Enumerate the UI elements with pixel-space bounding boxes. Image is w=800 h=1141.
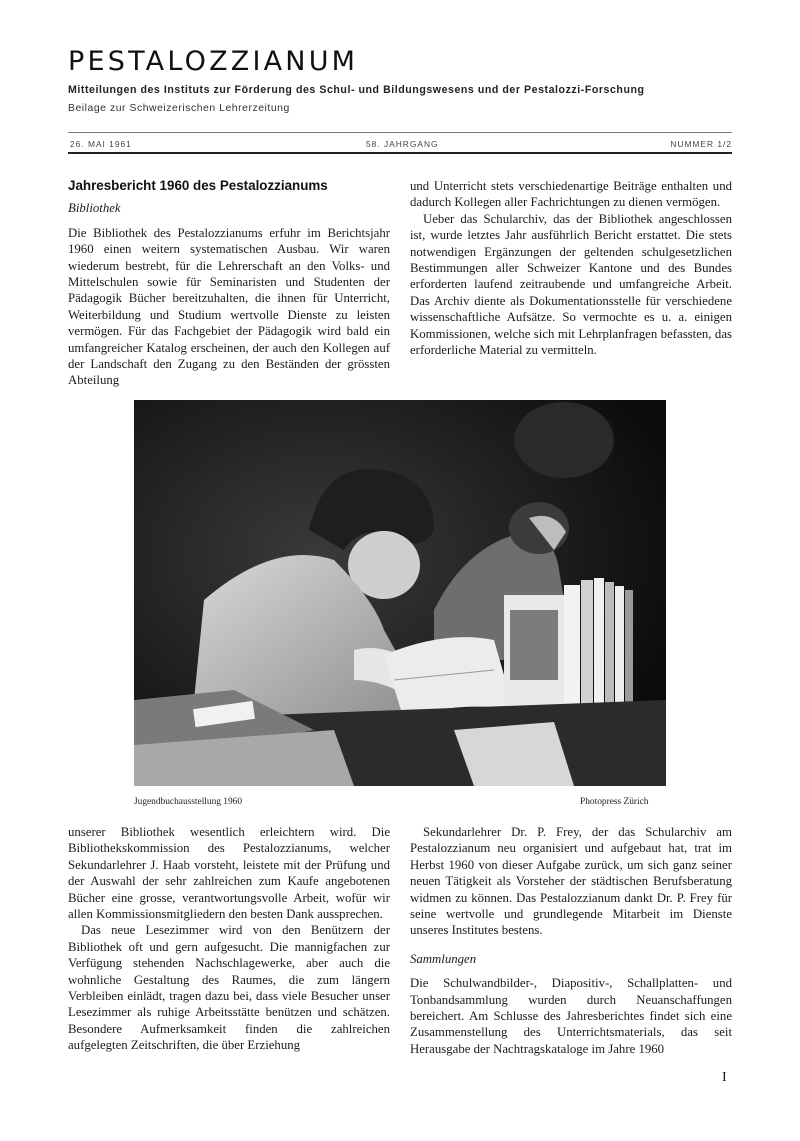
paragraph: unserer Bibliothek wesentlich erleichtern wird. Die Bibliothekskommission des Pestalozzianums, welcher Sekundarlehrer J. Haab vorsteht, leistete mit der Prüfung und der Auswahl der sehr zahlreichen zum Kaufe angebotenen Bücher eine grosse, verantwortungsvolle Arbeit, wofür wir allen Kommissionsmitgliedern den besten Dank aussprechen. (68, 825, 390, 922)
paragraph: und Unterricht stets verschiedenartige Beiträge enthalten und dadurch Kollegen aller Fachrichtungen zu dienen vermögen. (410, 179, 732, 210)
article-headline: Jahresbericht 1960 des Pestalozzianums (68, 178, 328, 193)
header-rule-top (68, 132, 732, 133)
lower-left-column (68, 824, 390, 1054)
paragraph: Sekundarlehrer Dr. P. Frey, der das Schularchiv am Pestalozzianum neu organisiert und aufgebaut hat, trat im Herbst 1960 von dieser Aufgabe zurück, um sich ganz seiner neuen Tätigkeit als Vorsteher der städtischen Berufsberatung widmen zu können. Das Pestalozzianum dankt Dr. P. Frey für seine wertvolle und grundlegende Mitarbeit im Dienste unseres Institutes bestens. (410, 825, 732, 938)
issue-number: NUMMER 1/2 (670, 139, 732, 149)
photo-illustration (134, 400, 666, 786)
section-title-sammlungen: Sammlungen (410, 951, 477, 966)
issue-date: 26. MAI 1961 (70, 139, 132, 149)
page-number: I (722, 1070, 727, 1085)
photo-caption: Jugendbuchausstellung 1960 (134, 797, 243, 807)
paragraph: Ueber das Schularchiv, das der Bibliothek angeschlossen ist, wurde letztes Jahr ausführlich Bericht erstattet. Die stets notwendigen Ergänzungen der geltenden schulgesetzlichen Bestimmungen aller Schweizer Kantone und des Bundes erforderten laufend zeitraubende und umfangreiche Arbeit. Das Archiv diente als Dokumentationsstelle für verschiedene wissenschaftliche Aufsätze. So vermochte es u. a. einigen Kommissionen, welche sich mit Lehrplanfragen befassten, das erforderliche Material zu vermitteln. (410, 211, 732, 358)
paragraph: Die Bibliothek des Pestalozzianums erfuhr im Berichtsjahr 1960 einen weitern systematischen Ausbau. Wir waren wiederum bestrebt, für die Lehrerschaft an den Volks- und Mittelschulen sowie für Seminaristen und Studenten der Pädagogik Bücher bereitzuhalten, die ihnen für Unterricht, Weiterbildung und Studium wertvolle Dienste zu leisten vermögen. Für das Fachgebiet der Pädagogik wird bald ein umfangreicher Katalog erscheinen, der auch den Kollegen auf der Landschaft den Zugang zu den Beständen der grössten Abteilung (68, 225, 390, 388)
upper-right-column (410, 178, 732, 358)
header-rule-bottom (68, 152, 732, 154)
photo-youth-book-exhibition (134, 400, 666, 786)
masthead-supplement: Beilage zur Schweizerischen Lehrerzeitung (68, 103, 290, 114)
masthead-subtitle: Mitteilungen des Instituts zur Förderung des Schul- und Bildungswesens und der Pestalozzi-Forschung (68, 84, 645, 96)
paragraph: Die Schulwandbilder-, Diapositiv-, Schallplatten- und Tonbandsammlung wurden durch Neuanschaffungen bereichert. Am Schlusse des Jahresberichtes findet sich eine Zusammenstellung des Unterrichtsmaterials, das seit Herausgabe der Nachtragskataloge im Jahre 1960 (410, 976, 732, 1056)
issue-volume: 58. JAHRGANG (366, 139, 439, 149)
lower-right-column (410, 824, 732, 1057)
photo-credit: Photopress Zürich (580, 797, 649, 807)
section-title-bibliothek: Bibliothek (68, 201, 121, 216)
masthead-title: PESTALOZZIANUM (68, 46, 359, 77)
upper-left-column (68, 178, 390, 389)
paragraph: Das neue Lesezimmer wird von den Benützern der Bibliothek oft und gern aufgesucht. Die mannigfachen zur Verfügung stehenden Nachschlagewerke, aber auch die wohnliche Gestaltung des Raumes, die zum längern Verbleiben einlädt, tragen dazu bei, dass viele Besucher unser Lesezimmer als ruhige Arbeitsstätte benützen und schätzen. Besondere Aufmerksamkeit finden die zahlreichen aufgelegten Zeitschriften, die über Erziehung (68, 923, 390, 1053)
